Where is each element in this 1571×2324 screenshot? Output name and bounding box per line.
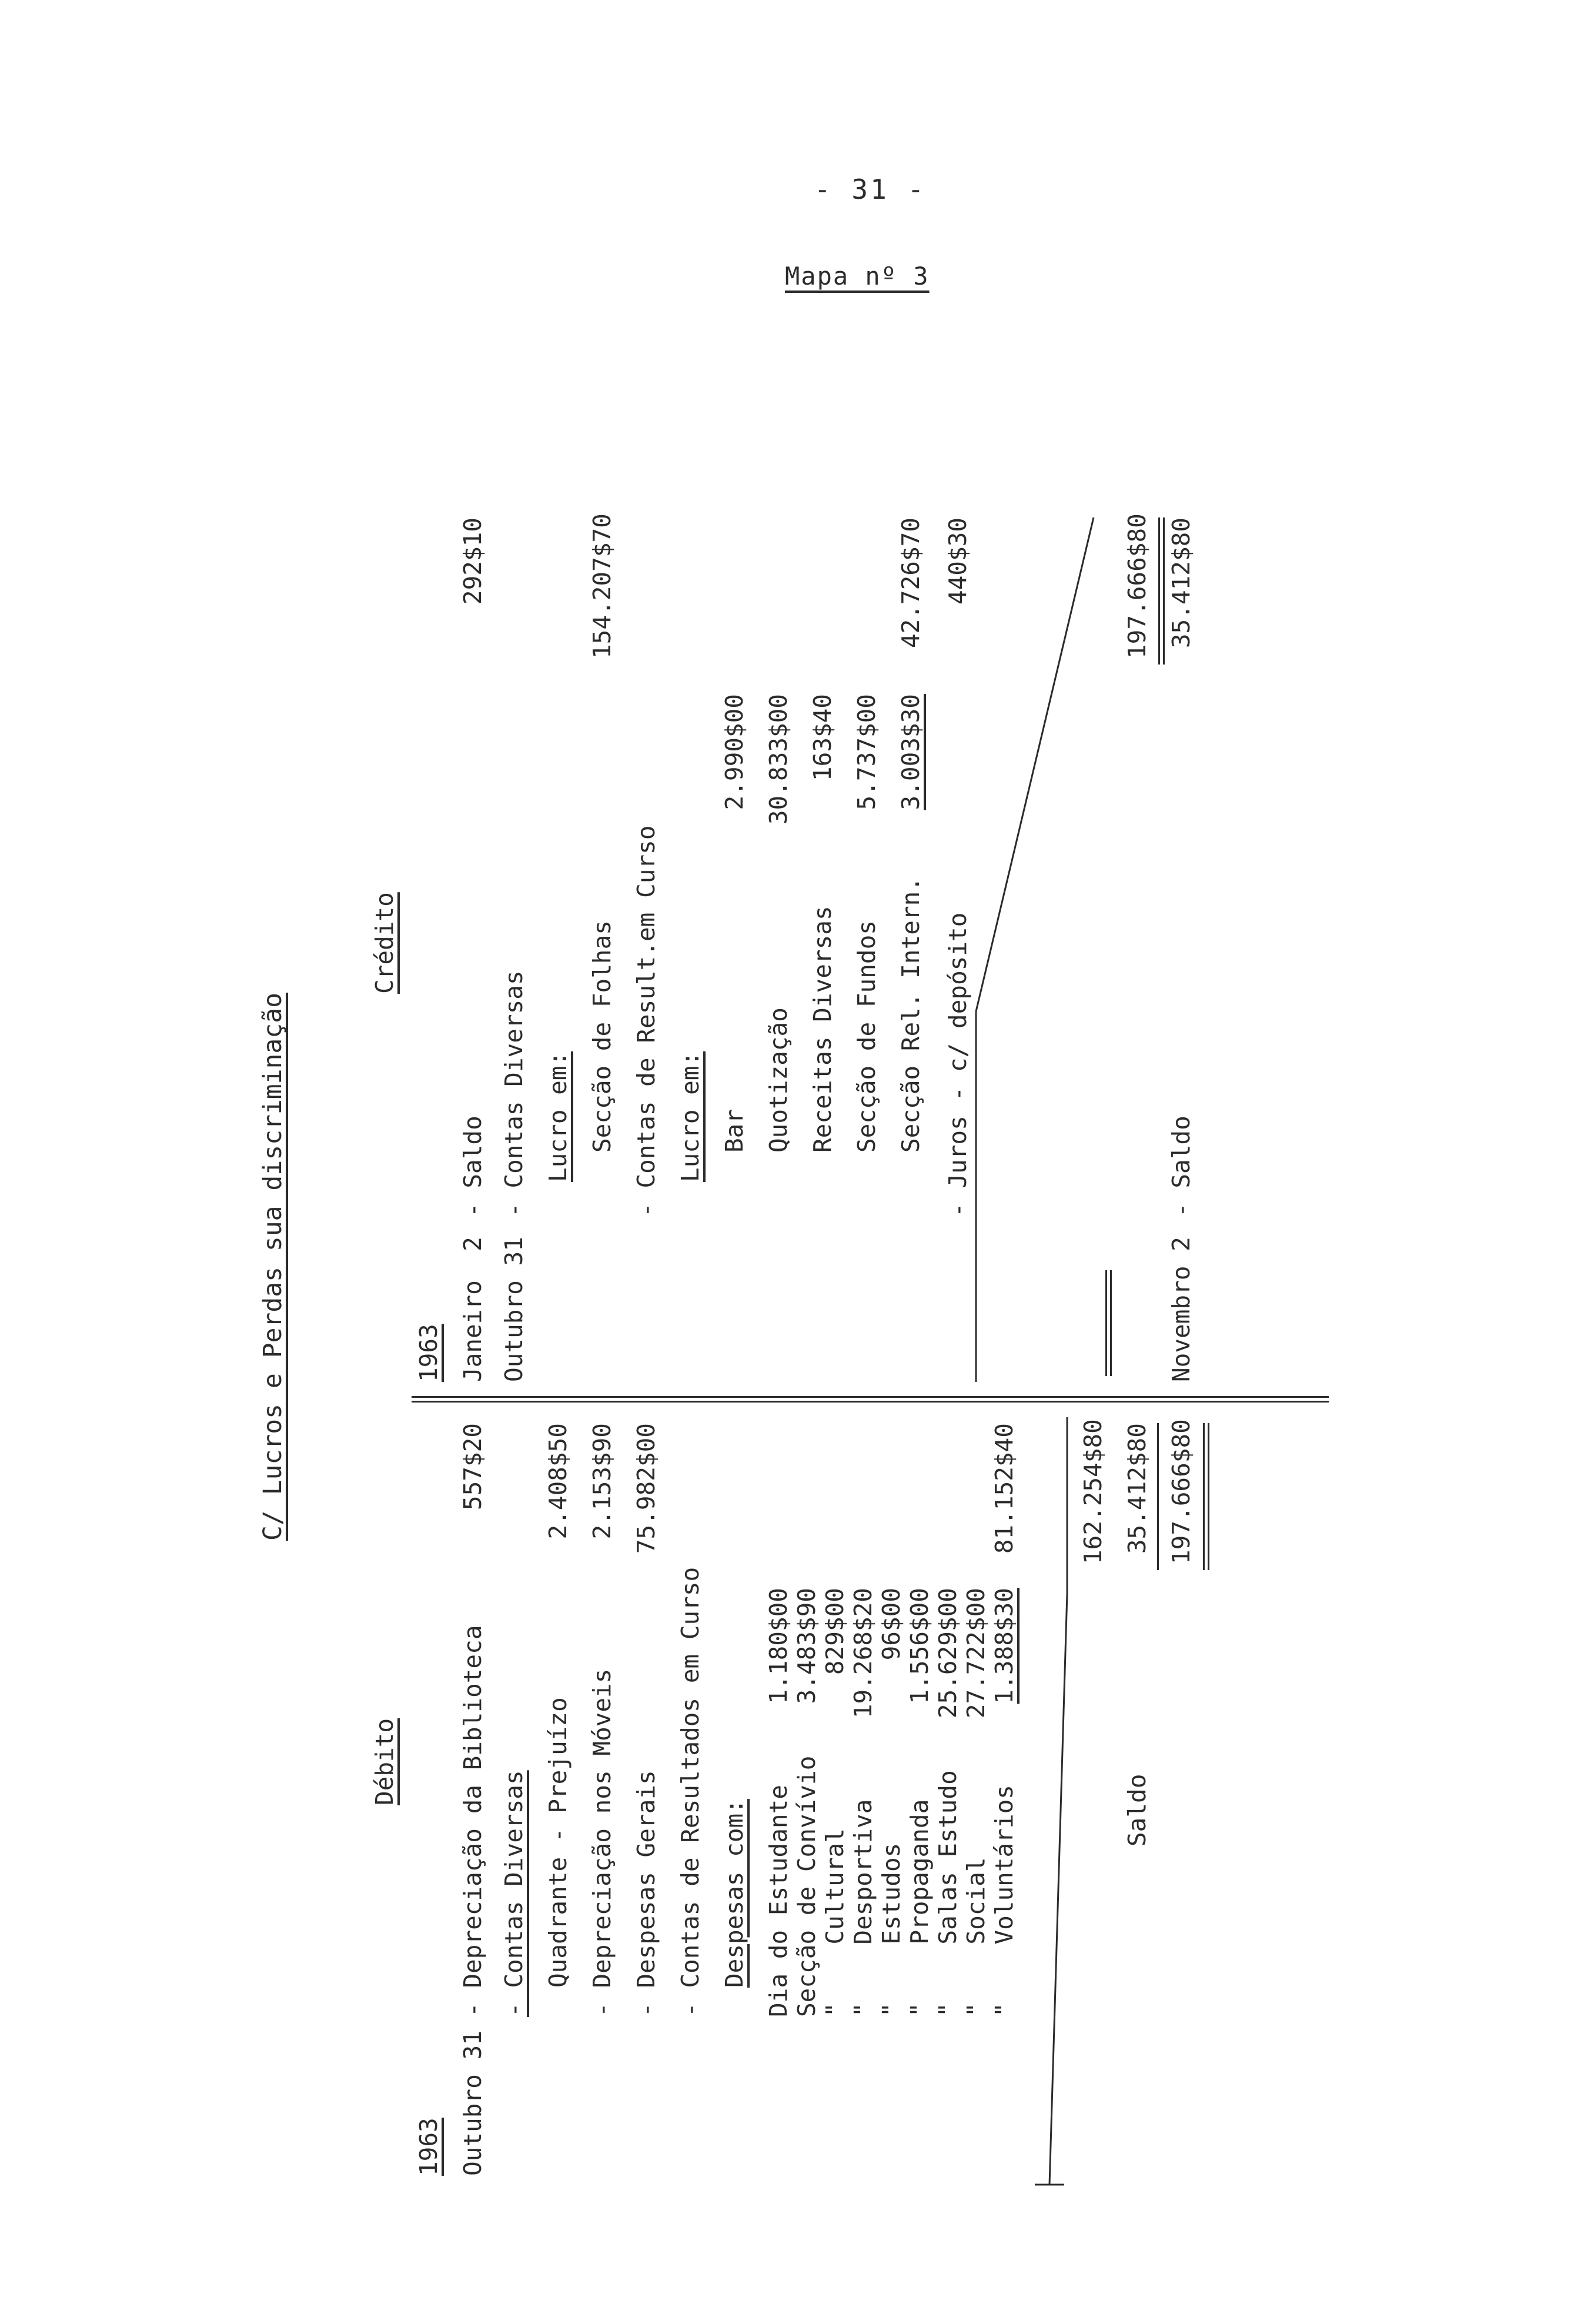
profit-amount-0: 2.990$00: [720, 694, 748, 810]
center-divider-2: [412, 1396, 1329, 1398]
page-number: - 31 -: [814, 173, 927, 205]
profit-label-3: Secção de Fundos: [853, 920, 881, 1153]
debit-general-amount: 75.982$00: [632, 1423, 660, 1554]
debit-quadrante-label: Quadrante - Prejuízo: [544, 1697, 572, 1988]
credit-double-rule-2: [1163, 517, 1165, 665]
expense-amount-7: 27.722$00: [962, 1588, 990, 1719]
expense-amount-8: 1.388$30: [990, 1588, 1018, 1704]
credit-diagonal-rule: [958, 506, 1111, 1388]
center-divider-1: [412, 1401, 1329, 1403]
credit-year: 1963: [415, 1324, 443, 1382]
credit-profit-heading: Lucro em:: [544, 1051, 572, 1182]
credit-heading: Crédito: [370, 892, 399, 994]
expense-label-0: Dia do Estudante: [764, 1785, 793, 2017]
debit-library-label: - Depreciação da Biblioteca: [459, 1625, 487, 2017]
debit-quadrante-amount: 2.408$50: [544, 1423, 572, 1540]
expense-label-7: " Social: [962, 1857, 990, 2017]
expense-amount-2: 829$00: [821, 1588, 849, 1675]
expense-amount-5: 1.556$00: [905, 1588, 934, 1704]
debit-diagonal-rule: [1017, 1394, 1088, 2188]
debit-double-rule-1: [1203, 1423, 1205, 1570]
credit-interest-amount: 440$30: [944, 517, 972, 605]
credit-closing-label: - Saldo: [1167, 1116, 1195, 1217]
expense-amount-3: 19.268$20: [849, 1588, 877, 1719]
debit-expenses-heading: Despesas com:: [720, 1799, 748, 1988]
credit-profits-total: 42.726$70: [897, 517, 925, 649]
credit-profit-heading-2: Lucro em:: [676, 1051, 704, 1182]
expense-label-8: " Voluntários: [990, 1785, 1018, 2017]
debit-balance: 35.412$80: [1123, 1423, 1151, 1554]
expense-amount-1: 3.483$90: [793, 1588, 821, 1704]
debit-date: Outubro 31: [459, 2031, 487, 2176]
credit-folhas-amount: 154.207$70: [588, 513, 616, 659]
credit-interest-label: - Juros - c/ depósito: [944, 912, 972, 1217]
debit-library-amount: 557$20: [459, 1423, 487, 1511]
profit-amount-1: 30.833$00: [764, 694, 793, 825]
profit-amount-4: 3.003$30: [897, 694, 925, 810]
profit-label-4: Secção Rel. Intern.: [897, 877, 925, 1153]
credit-folhas-label: Secção de Folhas: [588, 920, 616, 1153]
debit-diverse-text: - Contas Diversas: [500, 1770, 528, 2017]
credit-date-rule-2: [1110, 1270, 1112, 1376]
debit-total-rule: [1157, 1423, 1159, 1570]
credit-results-label: - Contas de Result.em Curso: [632, 825, 660, 1217]
debit-heading: Débito: [370, 1718, 399, 1805]
credit-closing-amount: 35.412$80: [1167, 517, 1195, 649]
expense-label-3: " Desportiva: [849, 1799, 877, 2017]
debit-furniture-label: - Depreciação nos Móveis: [588, 1668, 616, 2017]
debit-results-label: - Contas de Resultados em Curso: [676, 1567, 704, 2017]
expense-label-5: " Propaganda: [905, 1799, 934, 2017]
credit-opening-amount: 292$10: [459, 517, 487, 605]
debit-year: 1963: [415, 2118, 443, 2176]
expense-label-1: Secção de Convívio: [793, 1755, 821, 2017]
expense-label-2: " Cultural: [821, 1828, 849, 2017]
expense-label-4: " Estudos: [877, 1842, 905, 2017]
ledger-sheet: [259, 247, 1435, 2188]
credit-opening-label: - Saldo: [459, 1116, 487, 1217]
debit-expenses-total: 81.152$40: [990, 1423, 1018, 1554]
debit-balance-label: Saldo: [1123, 1774, 1151, 1846]
debit-diverse-label: [500, 1770, 528, 2017]
credit-opening-date: Janeiro 2: [459, 1237, 487, 1382]
debit-subtotal: 162.254$80: [1079, 1419, 1107, 1564]
credit-date-rule-1: [1105, 1270, 1107, 1376]
expense-amount-4: 96$00: [877, 1588, 905, 1661]
debit-general-label: - Despesas Gerais: [632, 1770, 660, 2017]
expense-label-6: " Salas Estudo: [934, 1770, 962, 2017]
debit-furniture-amount: 2.153$90: [588, 1423, 616, 1540]
credit-diverse-label: - Contas Diversas: [500, 970, 528, 1217]
profit-label-1: Quotização: [764, 1007, 793, 1153]
ledger-title: C/ Lucros e Perdas sua discriminação: [258, 993, 288, 1541]
profit-label-2: Receitas Diversas: [808, 906, 837, 1153]
credit-double-rule-1: [1158, 517, 1160, 665]
profit-label-0: Bar: [720, 1108, 748, 1153]
expense-amount-0: 1.180$00: [764, 1588, 793, 1704]
credit-closing-date: Novembro 2: [1167, 1237, 1195, 1382]
profit-amount-3: 5.737$00: [853, 694, 881, 810]
map-label: Mapa nº 3: [785, 262, 930, 290]
debit-total: 197.666$80: [1167, 1419, 1195, 1564]
credit-october-date: Outubro 31: [500, 1237, 528, 1382]
expense-amount-6: 25.629$00: [934, 1588, 962, 1719]
credit-total: 197.666$80: [1123, 513, 1151, 659]
debit-double-rule-2: [1208, 1423, 1209, 1570]
profit-amount-2: 163$40: [808, 694, 837, 782]
